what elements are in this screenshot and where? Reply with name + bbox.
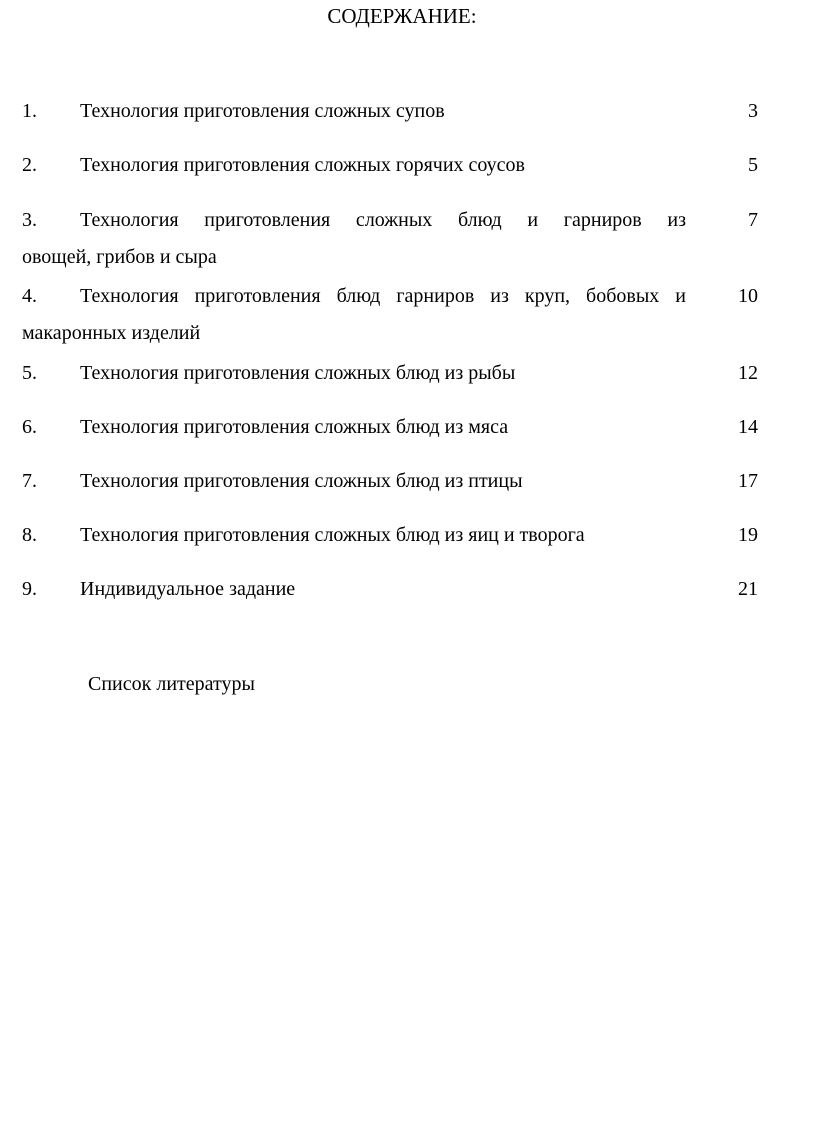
toc-entry-page: 21 (738, 578, 758, 600)
toc-entry-5[interactable] (22, 361, 762, 385)
toc-entry-page: 10 (738, 285, 758, 307)
toc-entry-title: Технология приготовления сложных блюд и гарниров из (80, 209, 686, 231)
toc-entry-number: 9. (22, 578, 37, 600)
toc-entry-number: 1. (22, 100, 37, 122)
toc-entry-6[interactable] (22, 415, 762, 439)
toc-entry-2[interactable] (22, 153, 762, 177)
toc-entry-title-continued: овощей, грибов и сыра (22, 246, 217, 268)
bibliography-heading[interactable]: Список литературы (88, 673, 255, 695)
toc-entry-page: 17 (738, 470, 758, 492)
toc-entry-8[interactable] (22, 523, 762, 547)
toc-entry-title: Технология приготовления блюд гарниров из круп, бобовых и (80, 285, 686, 307)
toc-entry-title: Индивидуальное задание (80, 578, 296, 600)
toc-entry-title: Технология приготовления сложных блюд из яиц и творога (80, 524, 585, 546)
toc-entry-9[interactable] (22, 577, 762, 601)
toc-entry-page: 14 (738, 416, 758, 438)
toc-entry-number: 8. (22, 524, 37, 546)
toc-entry-page: 19 (738, 524, 758, 546)
toc-entry-title: Технология приготовления сложных блюд из птицы (80, 470, 523, 492)
toc-entry-page: 7 (748, 209, 758, 231)
toc-entry-page: 3 (748, 100, 758, 122)
toc-entry-number: 3. (22, 209, 37, 231)
toc-entry-page: 12 (738, 362, 758, 384)
toc-entry-number: 2. (22, 154, 37, 176)
toc-entry-number: 5. (22, 362, 37, 384)
toc-entry-number: 6. (22, 416, 37, 438)
toc-entry-title: Технология приготовления сложных супов (80, 100, 445, 122)
toc-entry-4[interactable] (22, 284, 762, 345)
toc-entry-title: Технология приготовления сложных блюд из мяса (80, 416, 509, 438)
toc-entry-title: Технология приготовления сложных блюд из рыбы (80, 362, 516, 384)
toc-entry-title: Технология приготовления сложных горячих соусов (80, 154, 525, 176)
toc-entry-number: 7. (22, 470, 37, 492)
toc-entry-title-continued: макаронных изделий (22, 322, 201, 344)
toc-entry-3[interactable] (22, 208, 762, 269)
toc-entry-1[interactable] (22, 99, 762, 123)
toc-entry-page: 5 (748, 154, 758, 176)
toc-entry-number: 4. (22, 285, 37, 307)
page-title: СОДЕРЖАНИЕ: (327, 4, 477, 28)
toc-entry-7[interactable] (22, 469, 762, 493)
